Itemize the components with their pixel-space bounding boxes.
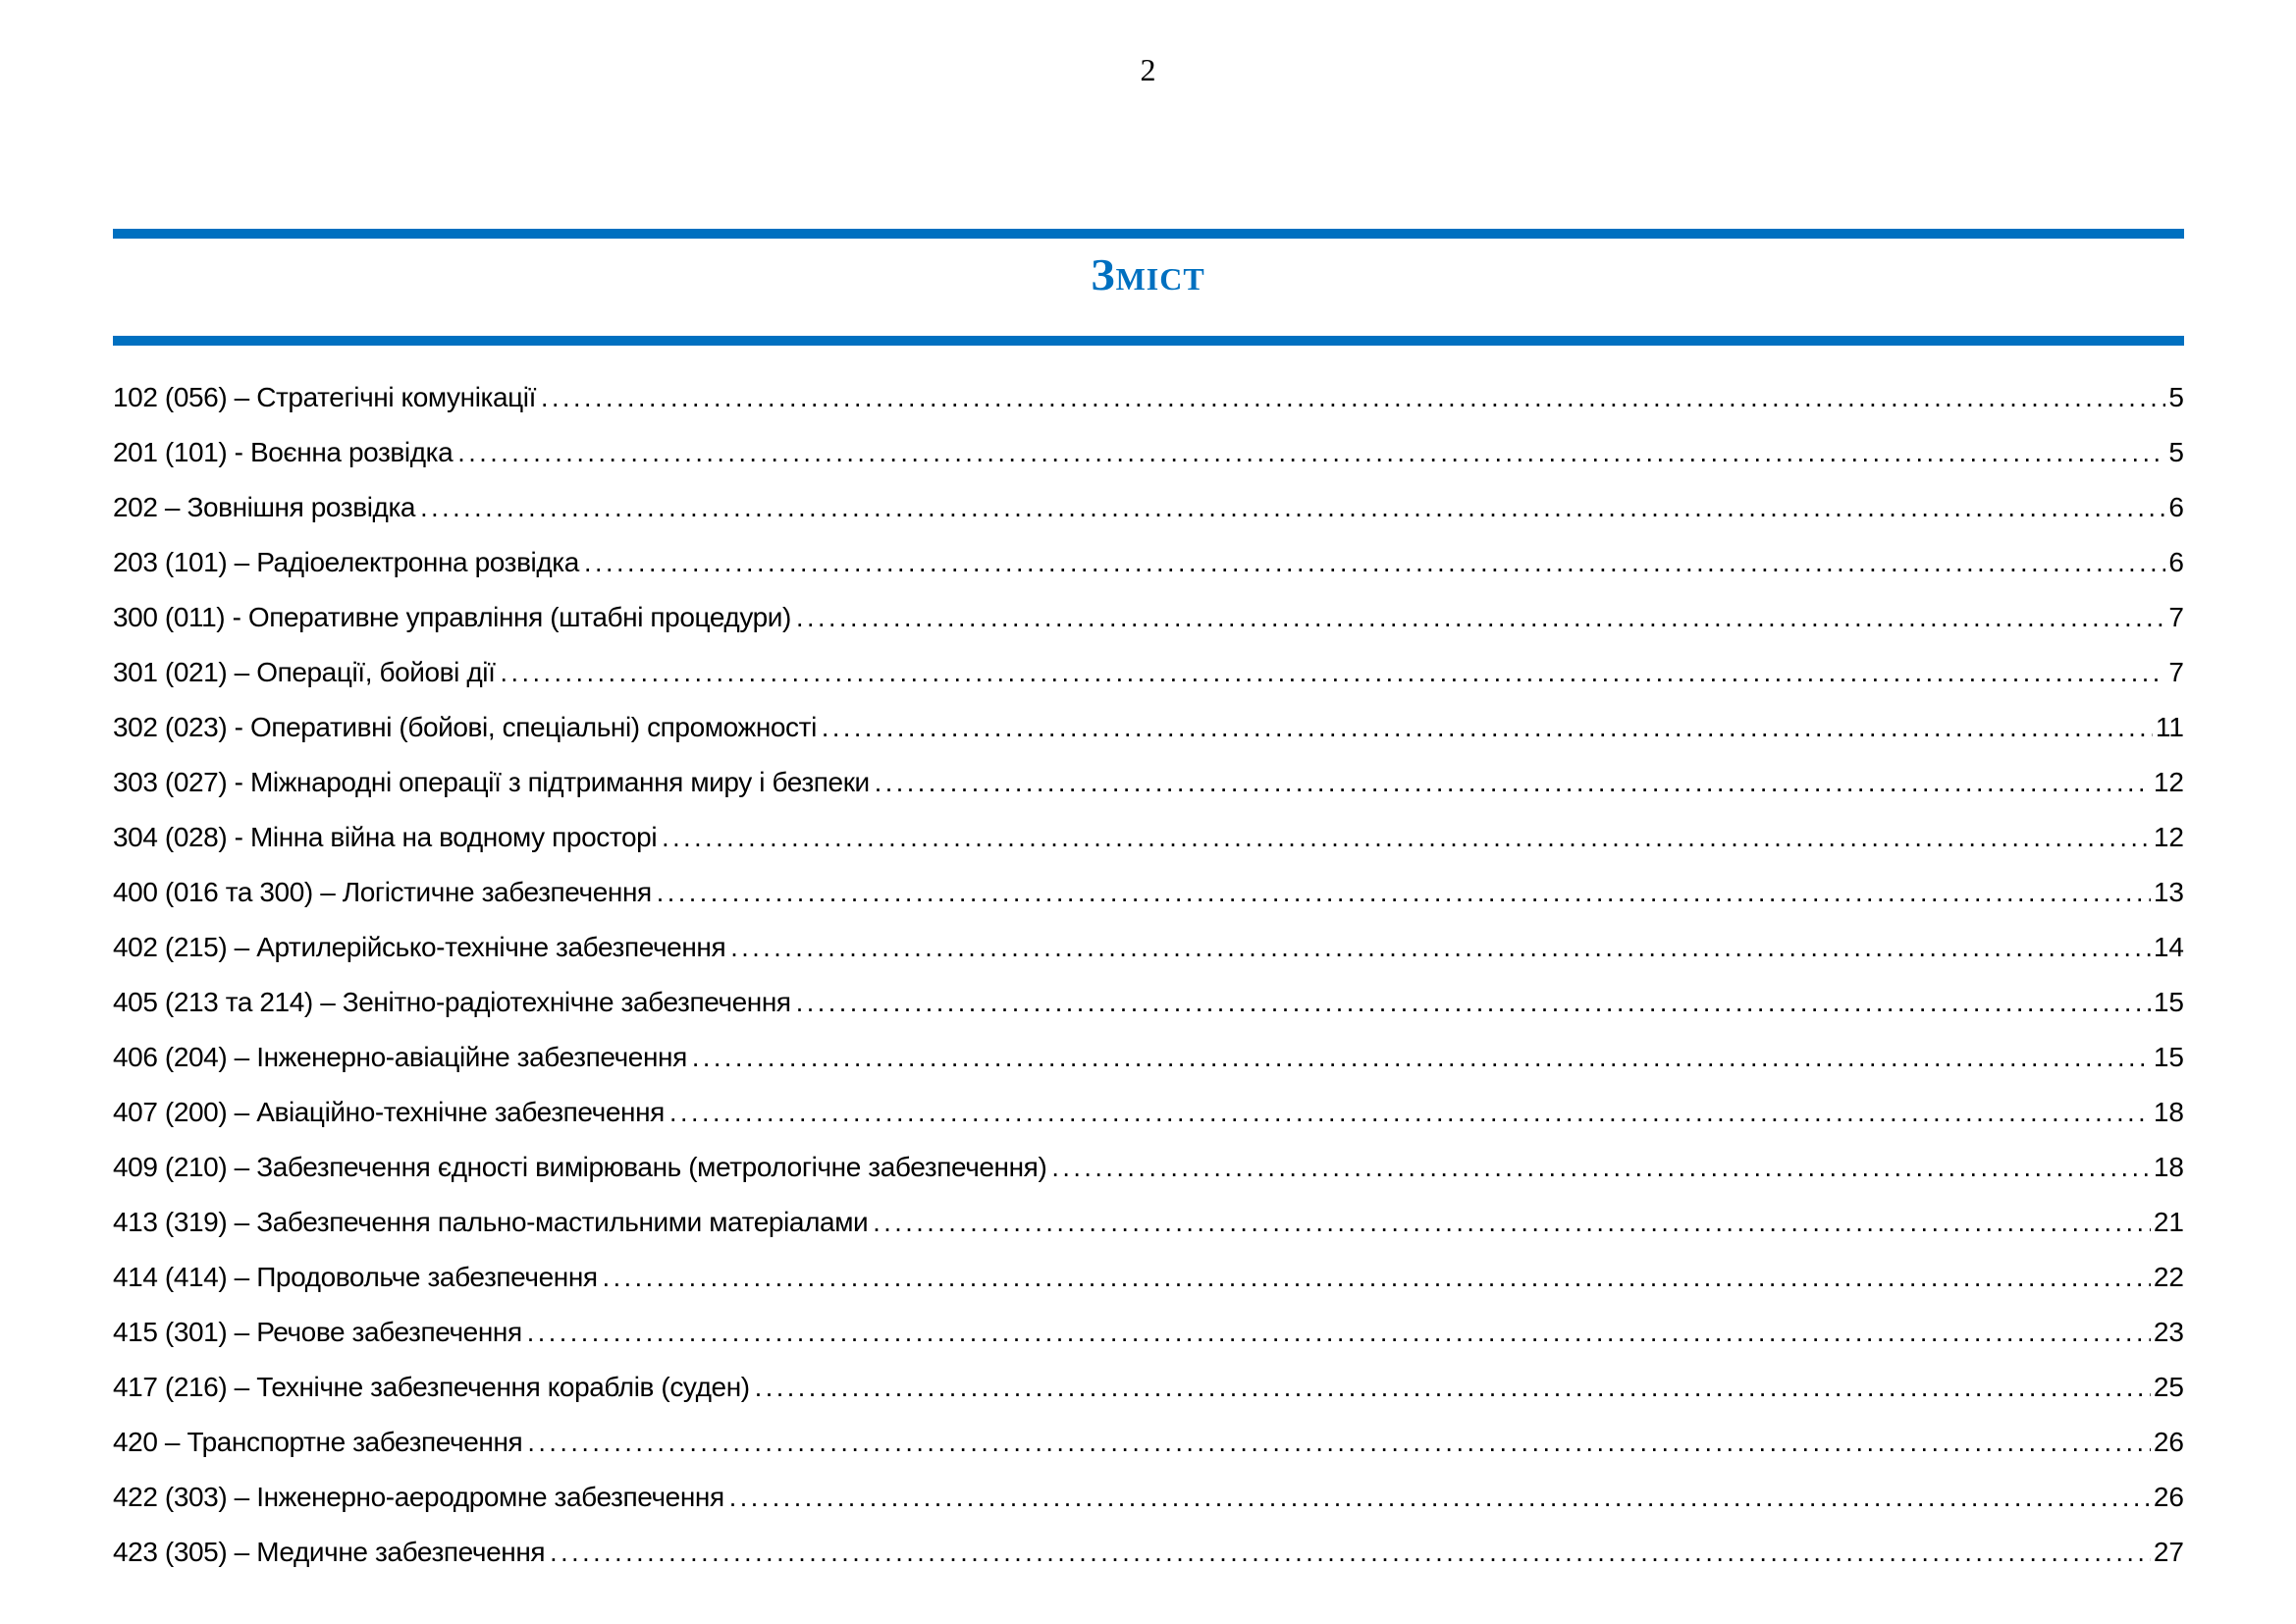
toc-title: Зміст — [1091, 249, 1205, 299]
toc-entry-page: 25 — [2153, 1372, 2184, 1402]
dot-leader — [662, 824, 2151, 852]
toc-entry-label: 102 (056) – Стратегічні комунікації — [113, 382, 536, 412]
dot-leader — [657, 879, 2151, 907]
toc-entry-label: 301 (021) – Операції, бойові дії — [113, 657, 496, 687]
toc-entry[interactable] — [113, 1538, 2184, 1567]
toc-entry-page: 6 — [2168, 547, 2184, 577]
dot-leader — [822, 714, 2153, 742]
toc-entry-page: 12 — [2153, 767, 2184, 797]
toc-entry-page: 26 — [2153, 1482, 2184, 1512]
dot-leader — [527, 1319, 2151, 1347]
dot-leader — [692, 1044, 2151, 1072]
toc-entry-page: 13 — [2153, 877, 2184, 907]
toc-entry[interactable] — [113, 988, 2184, 1017]
toc-entry-page: 5 — [2168, 437, 2184, 467]
toc-entry[interactable] — [113, 1483, 2184, 1512]
toc-entry-page: 15 — [2153, 1042, 2184, 1072]
toc-entry[interactable] — [113, 1373, 2184, 1402]
toc-entry-label: 303 (027) - Міжнародні операції з підтримання миру і безпеки — [113, 767, 870, 797]
dot-leader — [796, 604, 2165, 632]
dot-leader — [1051, 1154, 2150, 1182]
toc-entry-label: 400 (016 та 300) – Логістичне забезпечення — [113, 877, 652, 907]
toc-entry-page: 7 — [2168, 602, 2184, 632]
toc-entry-label: 420 – Транспортне забезпечення — [113, 1427, 523, 1457]
toc-entry-page: 12 — [2153, 822, 2184, 852]
toc-entry-page: 21 — [2153, 1207, 2184, 1237]
toc-entry[interactable] — [113, 1318, 2184, 1347]
toc-entry-label: 409 (210) – Забезпечення єдності вимірювань (метрологічне забезпечення) — [113, 1152, 1047, 1182]
dot-leader — [500, 659, 2165, 687]
toc-entry[interactable] — [113, 1428, 2184, 1457]
dot-leader — [457, 439, 2165, 467]
toc-entry-label: 422 (303) – Інженерно-аеродромне забезпечення — [113, 1482, 724, 1512]
toc-entry-page: 14 — [2153, 932, 2184, 962]
toc-entry[interactable] — [113, 438, 2184, 467]
toc-entry-page: 18 — [2153, 1152, 2184, 1182]
toc-entry[interactable] — [113, 658, 2184, 687]
dot-leader — [796, 989, 2151, 1017]
toc-entry[interactable] — [113, 713, 2184, 742]
toc-entry-label: 203 (101) – Радіоелектронна розвідка — [113, 547, 579, 577]
toc-entry[interactable] — [113, 878, 2184, 907]
dot-leader — [603, 1264, 2151, 1292]
toc-entry-page: 7 — [2168, 657, 2184, 687]
toc-entry-label: 423 (305) – Медичне забезпечення — [113, 1537, 546, 1567]
toc-entry-label: 413 (319) – Забезпечення пально-мастильними матеріалами — [113, 1207, 869, 1237]
toc-entry-label: 417 (216) – Технічне забезпечення кораблів (суден) — [113, 1372, 750, 1402]
dot-leader — [541, 384, 2165, 412]
toc-entry-label: 414 (414) – Продовольче забезпечення — [113, 1262, 598, 1292]
dot-leader — [873, 1209, 2151, 1237]
toc-entry[interactable] — [113, 823, 2184, 852]
dot-leader — [420, 494, 2165, 522]
toc-entry-label: 407 (200) – Авіаційно-технічне забезпечення — [113, 1097, 665, 1127]
dot-leader — [755, 1374, 2151, 1402]
dot-leader — [730, 934, 2151, 962]
toc-entry[interactable] — [113, 768, 2184, 797]
toc-entry-page: 5 — [2168, 382, 2184, 412]
toc-entry-page: 18 — [2153, 1097, 2184, 1127]
dot-leader — [584, 549, 2165, 577]
toc-entry[interactable] — [113, 383, 2184, 412]
toc-entry[interactable] — [113, 1208, 2184, 1237]
toc-entry-page: 23 — [2153, 1317, 2184, 1347]
toc-entry[interactable] — [113, 933, 2184, 962]
toc-entry[interactable] — [113, 603, 2184, 632]
toc-entry-page: 15 — [2153, 987, 2184, 1017]
toc-entry[interactable] — [113, 493, 2184, 522]
toc-entry-page: 6 — [2168, 492, 2184, 522]
toc-entry[interactable] — [113, 1263, 2184, 1292]
toc-entry[interactable] — [113, 548, 2184, 577]
toc-entry-page: 26 — [2153, 1427, 2184, 1457]
dot-leader — [527, 1429, 2151, 1457]
dot-leader — [729, 1484, 2151, 1512]
toc-entry-label: 304 (028) - Мінна війна на водному просторі — [113, 822, 658, 852]
toc-entry-label: 300 (011) - Оперативне управління (штабні процедури) — [113, 602, 791, 632]
toc-entry-page: 11 — [2155, 712, 2184, 742]
toc-list — [113, 383, 2184, 1567]
toc-entry-page: 22 — [2153, 1262, 2184, 1292]
toc-entry-page: 27 — [2153, 1537, 2184, 1567]
divider-bottom — [113, 336, 2184, 346]
toc-entry-label: 201 (101) - Воєнна розвідка — [113, 437, 454, 467]
toc-entry-label: 402 (215) – Артилерійсько-технічне забезпечення — [113, 932, 726, 962]
toc-entry[interactable] — [113, 1043, 2184, 1072]
toc-entry[interactable] — [113, 1153, 2184, 1182]
header-page-number: 2 — [1140, 52, 1156, 87]
toc-entry-label: 302 (023) - Оперативні (бойові, спеціальні) спроможності — [113, 712, 817, 742]
divider-top — [113, 229, 2184, 239]
toc-entry-label: 406 (204) – Інженерно-авіаційне забезпечення — [113, 1042, 687, 1072]
dot-leader — [875, 769, 2151, 797]
dot-leader — [550, 1539, 2151, 1567]
dot-leader — [669, 1099, 2151, 1127]
toc-entry-label: 405 (213 та 214) – Зенітно-радіотехнічне забезпечення — [113, 987, 791, 1017]
toc-entry[interactable] — [113, 1098, 2184, 1127]
toc-entry-label: 415 (301) – Речове забезпечення — [113, 1317, 522, 1347]
toc-entry-label: 202 – Зовнішня розвідка — [113, 492, 416, 522]
